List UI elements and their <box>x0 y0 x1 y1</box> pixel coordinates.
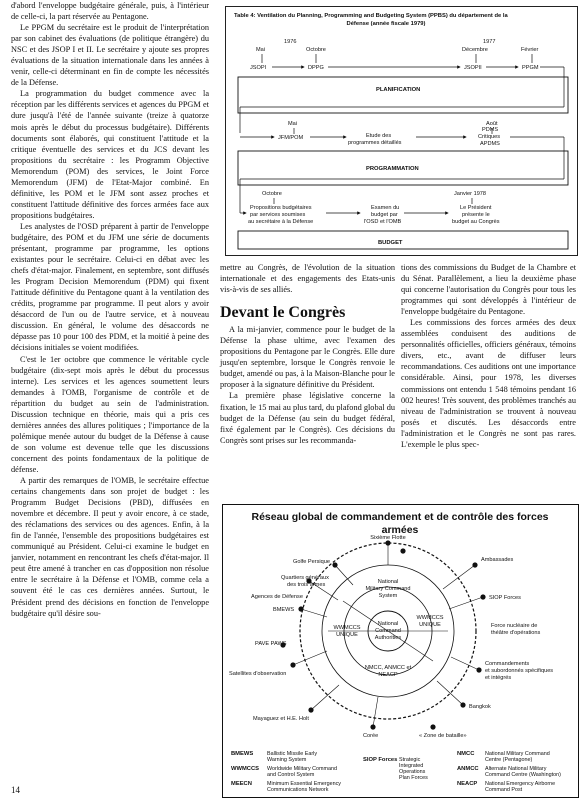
legend-abbr: SIOP Forces <box>363 757 398 763</box>
network-svg <box>223 505 578 797</box>
legend-text: Command Post <box>485 787 523 793</box>
section-planification: PLANIFICATION <box>376 87 421 93</box>
legend-text: National Emergency Airborne <box>485 781 556 787</box>
text-column-3 <box>401 262 576 450</box>
legend-text: Operations <box>399 769 426 775</box>
label-wwmccs-left: UNIQUE <box>336 632 358 638</box>
node-commandements: et intégrés <box>485 675 512 681</box>
month-label: Mai <box>256 47 266 53</box>
month-label: Décembre <box>462 47 488 53</box>
command-network-diagram <box>222 504 579 798</box>
legend-text: Communications Network <box>267 787 329 793</box>
paragraph: C'est le 1er octobre que commence le véritable cycle budgétaire (dix-sept mois après le début du processus interne). Les services et les agences soumettent leurs demandes à l'OMB, l'organisme de contrôle et de répartition du budget au sein de l'administration. Discussion technique en théorie, mais qui a pris ces dernières années des allures politiques ; l'importance de la polémique menée autour du budget de la Défense à cause de son volume est devenue telle que les discussions concernent des points fondamentaux de la politique de défense. <box>11 354 209 474</box>
label-nmcs: System <box>378 593 398 599</box>
ppbs-title-2: Défense (année fiscale 1979) <box>346 21 426 27</box>
page-number: 14 <box>11 785 20 795</box>
label-nca: National <box>377 621 399 627</box>
month-label: Août <box>486 121 498 127</box>
legend-text: Alternate National Military <box>485 766 547 772</box>
month-label: Février <box>521 47 539 53</box>
label-wwmccs-right: WWMCCS <box>416 615 444 621</box>
paragraph: Le PPGM du secrétaire est le produit de l'interprétation par son cabinet des évaluations (de politique étrangère) du NSC et des JSOP I et II. Le secrétaire y ajoute ses propres évaluations de la situation internationale dans les années à venir, celle-ci déterminant en fin de compte les nécessités de la Défense. <box>11 23 209 88</box>
legend-text: Plan Forces <box>399 775 428 781</box>
month-label: Janvier 1978 <box>454 191 487 197</box>
stage-president: budget au Congrès <box>452 219 500 225</box>
stage-jsopi: JSOPI <box>250 65 267 71</box>
paragraph: A la mi-janvier, commence pour le budget de la Défense la phase ultime, avec l'examen des propositions du Pentagone par le Congrès. Elle dure jusqu'en septembre, lorsque le Congrès renvoie le budget, amendé ou pas, à la Maison-Blanche pour le proposer à la signature définitive du Président. <box>220 325 395 390</box>
stage-president: Le Président <box>460 205 492 211</box>
stage-president: présente le <box>462 212 490 218</box>
legend-text: and Control System <box>267 772 315 778</box>
node-mayaguez: Mayaguez et H.E. Holt <box>253 716 309 722</box>
legend-abbr: NEACP <box>457 781 478 787</box>
node-commandements: Commandements <box>485 661 530 667</box>
section-programmation: PROGRAMMATION <box>366 166 419 172</box>
stage-pdms: Critiques <box>478 134 501 140</box>
label-nmcc: NMCC, ANMCC et <box>364 665 412 671</box>
paragraph: Les commissions des forces armées des deux assemblées conduisent des auditions de personnalités officielles, officiers généraux, témoins divers, etc., avant de diffuser leurs recommandations. Ces auditions ont une importance considérable. Ainsi, pour 1978, les diverses commissions ont entendu 1 548 témoins pendant 16 002 heures! Très souvent, des problèmes tranchés au niveau de l'administration se trouvent à nouveau posés et discutés. Les désaccords entre l'administration et le Congrès ne sont pas rares. L'exemple le plus spec- <box>401 318 576 449</box>
legend-abbr: MEECN <box>231 781 252 787</box>
stage-examen: l'OSD et l'OMB <box>364 219 402 225</box>
legend-text: Ballistic Missile Early <box>267 751 318 757</box>
node-force-nucleaire: théâtre d'opérations <box>491 630 541 636</box>
node-zone-bataille: « Zone de bataille» <box>419 733 467 739</box>
network-title-1: Réseau global de commandement et de contrôle des forces <box>251 511 549 523</box>
legend-text: Warning System <box>267 757 307 763</box>
paragraph: d'abord l'enveloppe budgétaire générale, puis, à l'intérieur de celle-ci, la part réservée au Pentagone. <box>11 1 209 22</box>
node-satellites: Satellites d'observation <box>229 671 287 677</box>
network-title-2: armées <box>381 524 419 536</box>
label-nca: Command <box>375 628 401 634</box>
label-wwmccs-right: UNIQUE <box>419 622 441 628</box>
ppbs-title-1: Table 4: Ventilation du Planning, Programming and Budgeting System (PPBS) du département de la <box>234 13 508 19</box>
paragraph: mettre au Congrès, de l'évolution de la situation internationale et des engagements des Etats-unis vis-à-vis de ses alliés. <box>220 263 395 295</box>
node-bmews: BMEWS <box>273 607 295 613</box>
node-coree: Corée <box>363 733 379 739</box>
legend-text: Worldwide Military Command <box>267 766 337 772</box>
year-1976: 1976 <box>284 39 297 45</box>
text-column-2 <box>220 262 395 446</box>
node-quartiers-generaux: Quartiers généraux <box>281 575 329 581</box>
section-heading: Devant le Congrès <box>220 304 346 322</box>
month-label: Mai <box>288 121 298 127</box>
legend-abbr: WWMCCS <box>231 766 260 772</box>
node-commandements: et subordonnés spécifiques <box>485 668 554 674</box>
legend-text: Centre (Pentagone) <box>485 757 533 763</box>
paragraph: La programmation du budget commence avec la réception par les différents services et agences du PPGM et dure jusqu'à l'été de l'année suivante (treize à quatorze mois après le début du processus budgétaire). Différents documents sont élaborés, qui constituent l'attitude et la critique éventuelle des services et du JCS devant les propositions du secrétaire : les Programm Objective Memorendum (POM) des services, le Joint Force Memorendum (JFM) de l'Etat-Major combiné. En définitive, les POM et le JFM sont assez proches et constituent l'attitude définitive des forces armées face aux propositions budgétaires. <box>11 89 209 220</box>
stage-ppgm: PPGM <box>522 65 539 71</box>
label-nmcs: Military Command <box>365 586 411 592</box>
stage-etude: programmes détaillés <box>348 140 402 146</box>
stage-propositions: au secrétaire à la Défense <box>248 219 314 225</box>
legend <box>231 751 561 793</box>
ppbs-svg <box>226 7 577 255</box>
node-bangkok: Bangkok <box>469 704 491 710</box>
node-golfe-persique: Golfe Persique <box>293 559 331 565</box>
paragraph: La première phase législative concerne la fixation, le 15 mai au plus tard, du plafond global du budget de la Défense (au sein du budget fédéral, fixé également par le Congrès). Ces décisions du Congrès sont prises sur les recommanda- <box>220 391 395 445</box>
paragraph: A partir des remarques de l'OMB, le secrétaire effectue certains changements dans son projet de budget : les Programm Budget Decisions (PBD), diffusées en novembre et décembre. Il peut y avoir encore, à ce stade, des réclamations des services ou des agences. Enfin, à la fin de l'année, l'ensemble des propositions budgétaires est communiqué au Président. Celui-ci examine le budget en janvier, notamment en rencontrant les chefs d'état-major. Il peut être amené à trancher en cas d'opposition non résolue entre le secrétaire à la Défense et l'OMB, comme cela a souvent été le cas ces dernières années. Surtout, le Président prend des décisions en fonction de l'enveloppe budgétaire qu'il désire sou- <box>11 476 209 618</box>
stage-pdms: APDMS <box>480 141 500 147</box>
legend-text: National Military Command <box>485 751 550 757</box>
node-agences: Agences de Défense <box>251 594 303 600</box>
node-pave-paws: PAVE PAWS <box>255 641 287 647</box>
node-quartiers-generaux: des trois armes <box>287 582 326 588</box>
stage-examen: Examen du <box>371 205 400 211</box>
node-force-nucleaire: Force nucléaire de <box>491 623 538 629</box>
ppbs-diagram <box>225 6 578 256</box>
stage-examen: budget par <box>371 212 398 218</box>
legend-abbr: ANMCC <box>457 766 479 772</box>
month-label: Octobre <box>306 47 326 53</box>
stage-propositions: par services soumises <box>250 212 306 218</box>
paragraph: Les analystes de l'OSD préparent à partir de l'enveloppe budgétaire, des POM et du JFM une série de documents présentant, programme par programme, les options existantes pour le secrétaire. Celui-ci en débat avec les chefs d'état-major. Finalement, en septembre, sont diffusés les Program Decision Memorendum (PDM) qui fixent l'attitude définitive du Pentagone quant à la ventilation des crédits, programme par programme. Il peut alors y avoir désaccord de l'un ou de l'autre service, et à nouveau discussion. En général, le volume des désaccords ne dépasse pas 10 pour 100 des PDM, et la moitié à peine des décisions initiales se voient modifiées. <box>11 221 209 353</box>
legend-abbr: NMCC <box>457 751 475 757</box>
label-nca: Authorities <box>374 635 402 641</box>
label-wwmccs-left: WWMCCS <box>333 625 361 631</box>
node-ambassades: Ambassades <box>481 557 514 563</box>
node-sixieme-flotte: Sixième Flotte <box>370 535 406 541</box>
stage-dppg: DPPG <box>308 65 324 71</box>
node-siop-forces: SIOP Forces <box>489 595 521 601</box>
legend-text: Integrated <box>399 763 424 769</box>
legend-abbr: BMEWS <box>231 751 254 757</box>
stage-pdms: PDMS <box>482 127 499 133</box>
label-nmcc: NEACP <box>378 672 398 678</box>
year-1977: 1977 <box>483 39 496 45</box>
stage-jsopii: JSOPII <box>464 65 482 71</box>
month-label: Octobre <box>262 191 282 197</box>
stage-etude: Etude des <box>366 133 392 139</box>
paragraph: tions des commissions du Budget de la Chambre et du Sénat. Parallèlement, a lieu la deuxième phase qui concerne l'autorisation du Congrès pour tous les programmes qui sont développés à l'intérieur de l'enveloppe budgétaire du Pentagone. <box>401 263 576 317</box>
label-nmcs: National <box>377 579 399 585</box>
text-column-1 <box>11 0 209 800</box>
legend-text: Strategic <box>399 757 421 763</box>
legend-text: Command Centre (Washington) <box>485 772 561 778</box>
stage-propositions: Propositions budgétaires <box>250 205 312 211</box>
section-budget: BUDGET <box>378 240 403 246</box>
legend-text: Minimum Essential Emergency <box>267 781 341 787</box>
stage-jfm-pom: JFM/POM <box>278 135 304 141</box>
